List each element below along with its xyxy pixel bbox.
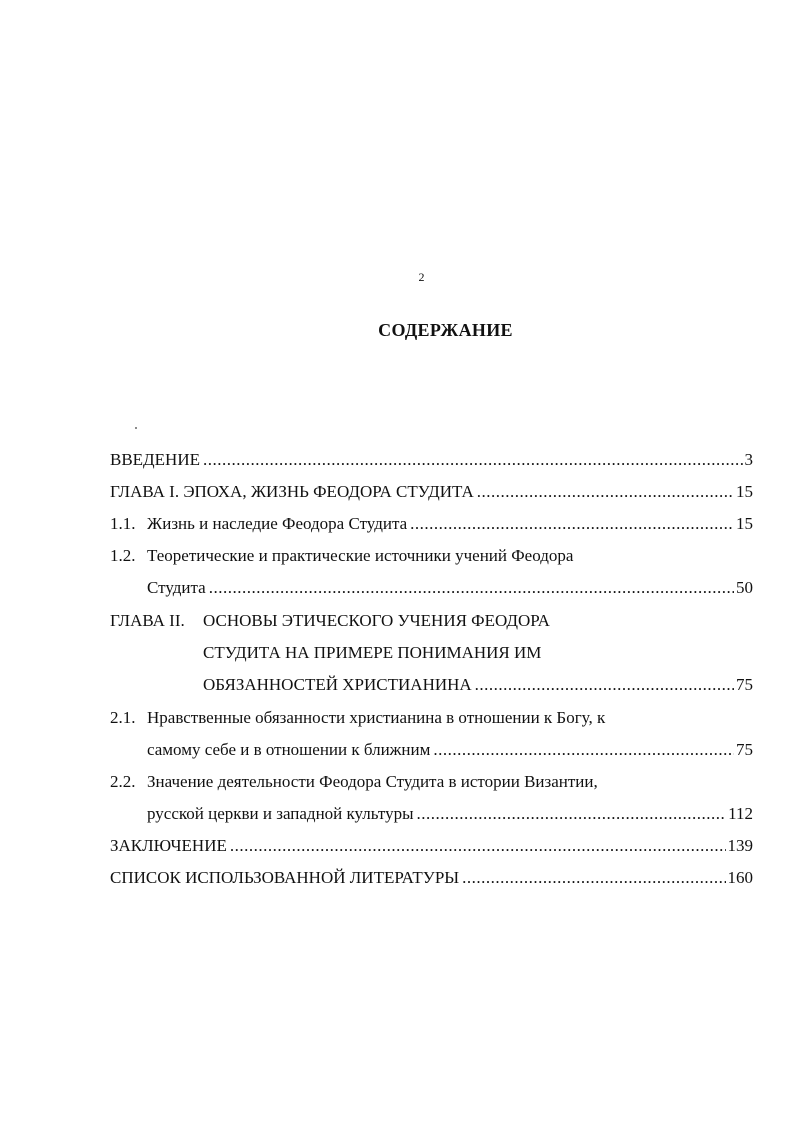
toc-page-number: 160 — [727, 868, 753, 887]
section-title-line-1: Теоретические и практические источники учений Феодора — [147, 546, 574, 565]
toc-page-number: 15 — [736, 482, 753, 501]
section-title-line-2: самому себе и в отношении к ближним — [147, 740, 431, 759]
toc-entry-label: СПИСОК ИСПОЛЬЗОВАННОЙ ЛИТЕРАТУРЫ — [110, 868, 460, 887]
toc-entry-chapter-2-line-2[interactable] — [110, 641, 753, 665]
chapter-prefix: ГЛАВА II. — [110, 611, 185, 630]
toc-page-number: 75 — [736, 740, 753, 759]
toc-entry-section-2-2-line-2[interactable] — [110, 802, 753, 826]
toc-entry-intro[interactable] — [110, 448, 753, 472]
dot-leader — [203, 448, 743, 472]
toc-page-number: 15 — [736, 514, 753, 533]
page-number: 2 — [418, 270, 425, 284]
dot-leader — [417, 802, 727, 826]
chapter-title-line-1: ОСНОВЫ ЭТИЧЕСКОГО УЧЕНИЯ ФЕОДОРА — [203, 611, 550, 630]
toc-entry-section-1-2-line-2[interactable] — [110, 576, 753, 600]
section-number: 1.2. — [110, 546, 136, 565]
scan-artifact-dot — [135, 427, 137, 429]
section-title-line-1: Значение деятельности Феодора Студита в истории Византии, — [147, 772, 598, 791]
toc-entry-conclusion[interactable] — [110, 834, 753, 858]
toc-entry-label: ЗАКЛЮЧЕНИЕ — [110, 836, 227, 855]
toc-entry-chapter-2-line-3[interactable] — [110, 673, 753, 697]
toc-page-number: 75 — [736, 675, 753, 694]
dot-leader — [230, 834, 726, 858]
toc-entry-label — [110, 512, 407, 536]
section-title-line-2: Студита — [147, 578, 206, 597]
section-number: 2.1. — [110, 708, 136, 727]
toc-entry-section-2-1-line-1[interactable] — [110, 706, 753, 730]
dot-leader — [462, 866, 725, 890]
toc-page-number: 112 — [728, 804, 753, 823]
toc-page-number: 3 — [744, 450, 753, 469]
toc-entry-chapter-2-line-1[interactable] — [110, 609, 753, 633]
chapter-title-line-2: СТУДИТА НА ПРИМЕРЕ ПОНИМАНИЯ ИМ — [203, 643, 542, 662]
section-title-line-1: Нравственные обязанности христианина в отношении к Богу, к — [147, 708, 606, 727]
toc-page-number: 50 — [736, 578, 753, 597]
chapter-title-line-3: ОБЯЗАННОСТЕЙ ХРИСТИАНИНА — [203, 675, 472, 694]
section-title: Жизнь и наследие Феодора Студита — [147, 514, 408, 533]
toc-entry-section-1-1[interactable] — [110, 512, 753, 536]
page-title: СОДЕРЖАНИЕ — [378, 320, 513, 340]
toc-entry-bibliography[interactable] — [110, 866, 753, 890]
dot-leader — [433, 738, 734, 762]
toc-entry-section-2-1-line-2[interactable] — [110, 738, 753, 762]
section-number: 2.2. — [110, 772, 136, 791]
section-title-line-2: русской церкви и западной культуры — [147, 804, 414, 823]
dot-leader — [209, 576, 734, 600]
toc-entry-chapter-1[interactable] — [110, 480, 753, 504]
dot-leader — [410, 512, 734, 536]
toc-page-number: 139 — [727, 836, 753, 855]
toc-entry-label: ГЛАВА I. ЭПОХА, ЖИЗНЬ ФЕОДОРА СТУДИТА — [110, 482, 474, 501]
section-number: 1.1. — [110, 514, 136, 533]
toc-entry-label: ВВЕДЕНИЕ — [110, 450, 200, 469]
toc-entry-section-1-2-line-1[interactable] — [110, 544, 753, 568]
dot-leader — [475, 673, 734, 697]
toc-entry-section-2-2-line-1[interactable] — [110, 770, 753, 794]
dot-leader — [477, 480, 734, 504]
